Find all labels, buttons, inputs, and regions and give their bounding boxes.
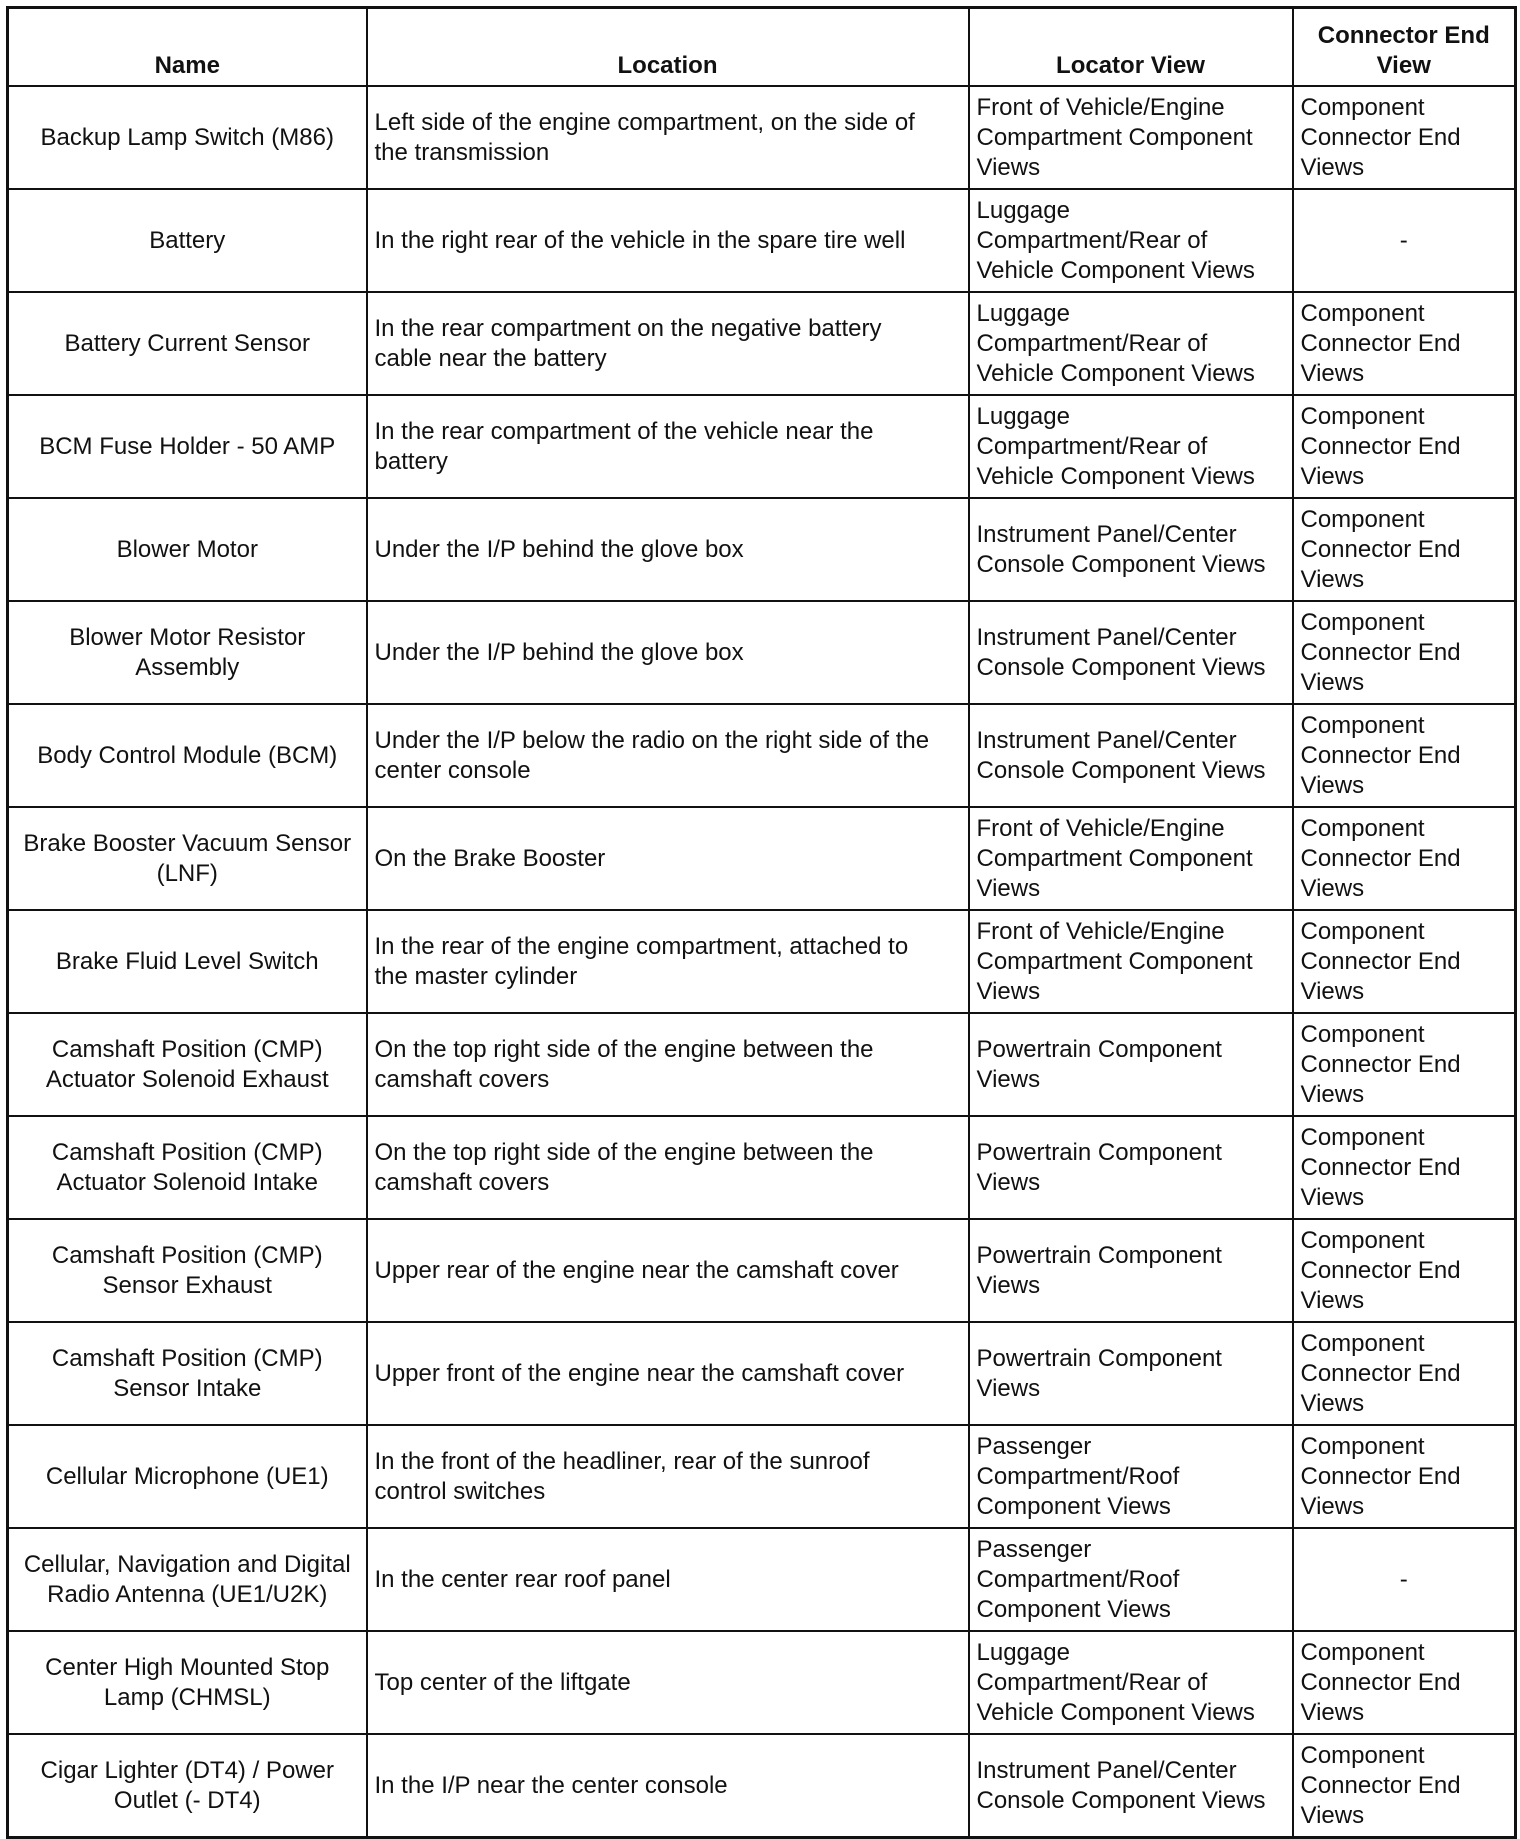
component-name: Cellular Microphone (UE1) [8, 1425, 367, 1528]
connector-end-view: Component Connector End Views [1293, 1322, 1516, 1425]
table-row [8, 1528, 1516, 1631]
locator-view: Luggage Compartment/Rear of Vehicle Component Views [969, 395, 1293, 498]
locator-view: Powertrain Component Views [969, 1219, 1293, 1322]
component-name: Center High Mounted Stop Lamp (CHMSL) [8, 1631, 367, 1734]
table-row [8, 1734, 1516, 1838]
component-location: Under the I/P behind the glove box [367, 601, 969, 704]
locator-view: Front of Vehicle/Engine Compartment Component Views [969, 910, 1293, 1013]
connector-end-view: Component Connector End Views [1293, 395, 1516, 498]
locator-view: Instrument Panel/Center Console Component Views [969, 601, 1293, 704]
table-row [8, 498, 1516, 601]
component-name: BCM Fuse Holder - 50 AMP [8, 395, 367, 498]
connector-end-view: Component Connector End Views [1293, 1631, 1516, 1734]
table-row [8, 1322, 1516, 1425]
table-row [8, 292, 1516, 395]
component-name: Camshaft Position (CMP) Sensor Exhaust [8, 1219, 367, 1322]
connector-end-view: Component Connector End Views [1293, 704, 1516, 807]
header-name: Name [8, 8, 367, 87]
component-location: In the rear of the engine compartment, attached to the master cylinder [367, 910, 969, 1013]
component-name: Brake Fluid Level Switch [8, 910, 367, 1013]
header-connector-end-view: Connector End View [1293, 8, 1516, 87]
table-row [8, 1013, 1516, 1116]
connector-end-view: Component Connector End Views [1293, 1013, 1516, 1116]
locator-view: Instrument Panel/Center Console Component Views [969, 498, 1293, 601]
table-row [8, 704, 1516, 807]
component-location: In the center rear roof panel [367, 1528, 969, 1631]
component-name: Camshaft Position (CMP) Sensor Intake [8, 1322, 367, 1425]
locator-view: Powertrain Component Views [969, 1116, 1293, 1219]
table-row [8, 1116, 1516, 1219]
component-location: In the I/P near the center console [367, 1734, 969, 1838]
component-location: Under the I/P behind the glove box [367, 498, 969, 601]
component-name: Body Control Module (BCM) [8, 704, 367, 807]
component-location: Upper front of the engine near the camshaft cover [367, 1322, 969, 1425]
header-locator-view: Locator View [969, 8, 1293, 87]
table-row [8, 1631, 1516, 1734]
component-name: Battery [8, 189, 367, 292]
component-location: Top center of the liftgate [367, 1631, 969, 1734]
component-location: In the rear compartment on the negative battery cable near the battery [367, 292, 969, 395]
table-row [8, 601, 1516, 704]
component-locator-page [6, 6, 1514, 1839]
component-name: Camshaft Position (CMP) Actuator Solenoid Exhaust [8, 1013, 367, 1116]
component-location: On the Brake Booster [367, 807, 969, 910]
component-location: Under the I/P below the radio on the right side of the center console [367, 704, 969, 807]
locator-view: Luggage Compartment/Rear of Vehicle Component Views [969, 189, 1293, 292]
connector-end-view: Component Connector End Views [1293, 86, 1516, 189]
connector-end-view: Component Connector End Views [1293, 807, 1516, 910]
connector-end-view: Component Connector End Views [1293, 910, 1516, 1013]
component-location: On the top right side of the engine between the camshaft covers [367, 1116, 969, 1219]
table-row [8, 189, 1516, 292]
connector-end-view: Component Connector End Views [1293, 601, 1516, 704]
component-name: Blower Motor [8, 498, 367, 601]
locator-view: Instrument Panel/Center Console Component Views [969, 1734, 1293, 1838]
table-row [8, 910, 1516, 1013]
component-location: In the front of the headliner, rear of the sunroof control switches [367, 1425, 969, 1528]
table-row [8, 807, 1516, 910]
locator-view: Front of Vehicle/Engine Compartment Component Views [969, 807, 1293, 910]
component-name: Camshaft Position (CMP) Actuator Solenoid Intake [8, 1116, 367, 1219]
component-name: Battery Current Sensor [8, 292, 367, 395]
locator-view: Luggage Compartment/Rear of Vehicle Component Views [969, 292, 1293, 395]
header-row [8, 8, 1516, 87]
connector-end-view: Component Connector End Views [1293, 1219, 1516, 1322]
component-name: Cigar Lighter (DT4) / Power Outlet (- DT4) [8, 1734, 367, 1838]
connector-end-view: Component Connector End Views [1293, 292, 1516, 395]
table-row [8, 1425, 1516, 1528]
component-location: On the top right side of the engine between the camshaft covers [367, 1013, 969, 1116]
connector-end-view: Component Connector End Views [1293, 498, 1516, 601]
locator-view: Instrument Panel/Center Console Component Views [969, 704, 1293, 807]
locator-view: Powertrain Component Views [969, 1013, 1293, 1116]
table-row [8, 1219, 1516, 1322]
component-locator-table [6, 6, 1517, 1839]
connector-end-view: - [1293, 189, 1516, 292]
component-location: Left side of the engine compartment, on the side of the transmission [367, 86, 969, 189]
connector-end-view: Component Connector End Views [1293, 1116, 1516, 1219]
connector-end-view: Component Connector End Views [1293, 1425, 1516, 1528]
component-name: Cellular, Navigation and Digital Radio Antenna (UE1/U2K) [8, 1528, 367, 1631]
table-body [8, 86, 1516, 1838]
locator-view: Powertrain Component Views [969, 1322, 1293, 1425]
connector-end-view: Component Connector End Views [1293, 1734, 1516, 1838]
component-name: Blower Motor Resistor Assembly [8, 601, 367, 704]
table-row [8, 86, 1516, 189]
connector-end-view: - [1293, 1528, 1516, 1631]
header-location: Location [367, 8, 969, 87]
component-location: In the rear compartment of the vehicle near the battery [367, 395, 969, 498]
component-location: Upper rear of the engine near the camshaft cover [367, 1219, 969, 1322]
component-name: Brake Booster Vacuum Sensor (LNF) [8, 807, 367, 910]
locator-view: Passenger Compartment/Roof Component Views [969, 1528, 1293, 1631]
component-location: In the right rear of the vehicle in the spare tire well [367, 189, 969, 292]
locator-view: Passenger Compartment/Roof Component Views [969, 1425, 1293, 1528]
table-row [8, 395, 1516, 498]
component-name: Backup Lamp Switch (M86) [8, 86, 367, 189]
locator-view: Luggage Compartment/Rear of Vehicle Component Views [969, 1631, 1293, 1734]
locator-view: Front of Vehicle/Engine Compartment Component Views [969, 86, 1293, 189]
